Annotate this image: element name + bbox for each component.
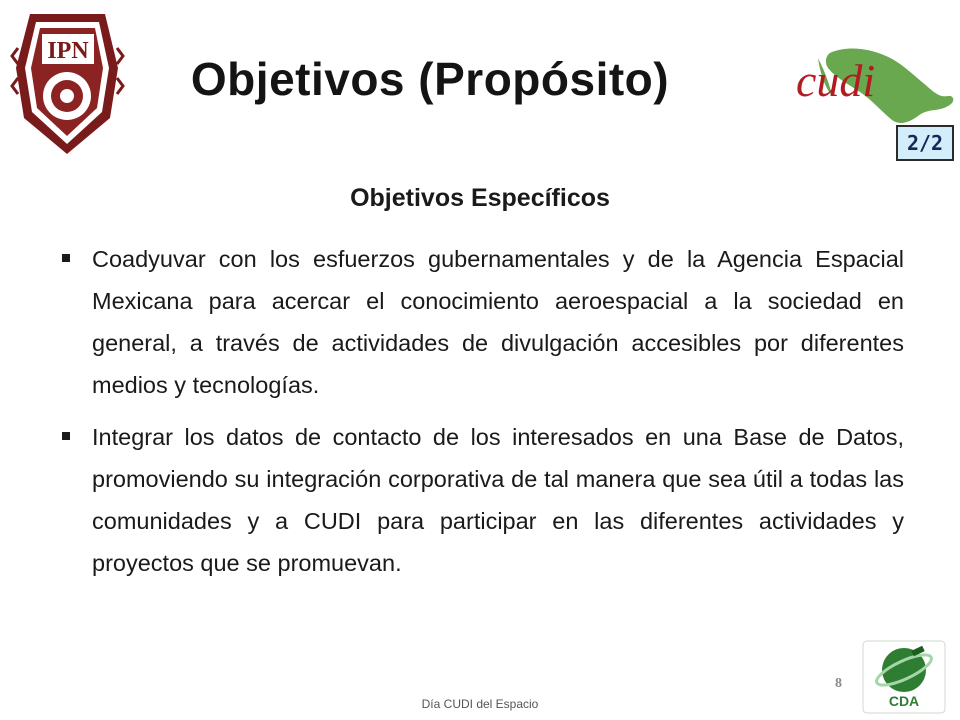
bullet-text: Coadyuvar con los esfuerzos gubernamentales y de la Agencia Espacial Mexicana para acercar el conocimiento aeroespacial a la sociedad en general, a través de actividades de divulgación accesibles por diferentes medios y tecnologías. xyxy=(92,246,904,398)
page-badge: 2/2 xyxy=(896,125,954,161)
square-bullet-icon xyxy=(62,254,70,262)
page-title: Objetivos (Propósito) xyxy=(190,53,670,105)
bullet-text: Integrar los datos de contacto de los interesados en una Base de Datos, promoviendo su integración corporativa de tal manera que sea útil a todas las comunidades y a CUDI para participar en las diferentes actividades y proyectos que se promuevan. xyxy=(92,424,904,576)
cda-logo-text: CDA xyxy=(888,693,920,709)
list-item xyxy=(60,238,904,406)
footer-text: Día CUDI del Espacio xyxy=(421,697,539,711)
square-bullet-icon xyxy=(62,432,70,440)
cudi-logo-text: cudi xyxy=(796,55,876,106)
cudi-map-logo-icon xyxy=(788,38,958,138)
ipn-emblem-icon xyxy=(10,8,125,158)
section-subtitle: Objetivos Específicos xyxy=(350,184,610,212)
bullet-list xyxy=(60,238,904,594)
list-item xyxy=(60,416,904,584)
ipn-logo-text: IPN xyxy=(47,38,89,64)
slide-number: 8 xyxy=(835,676,842,691)
